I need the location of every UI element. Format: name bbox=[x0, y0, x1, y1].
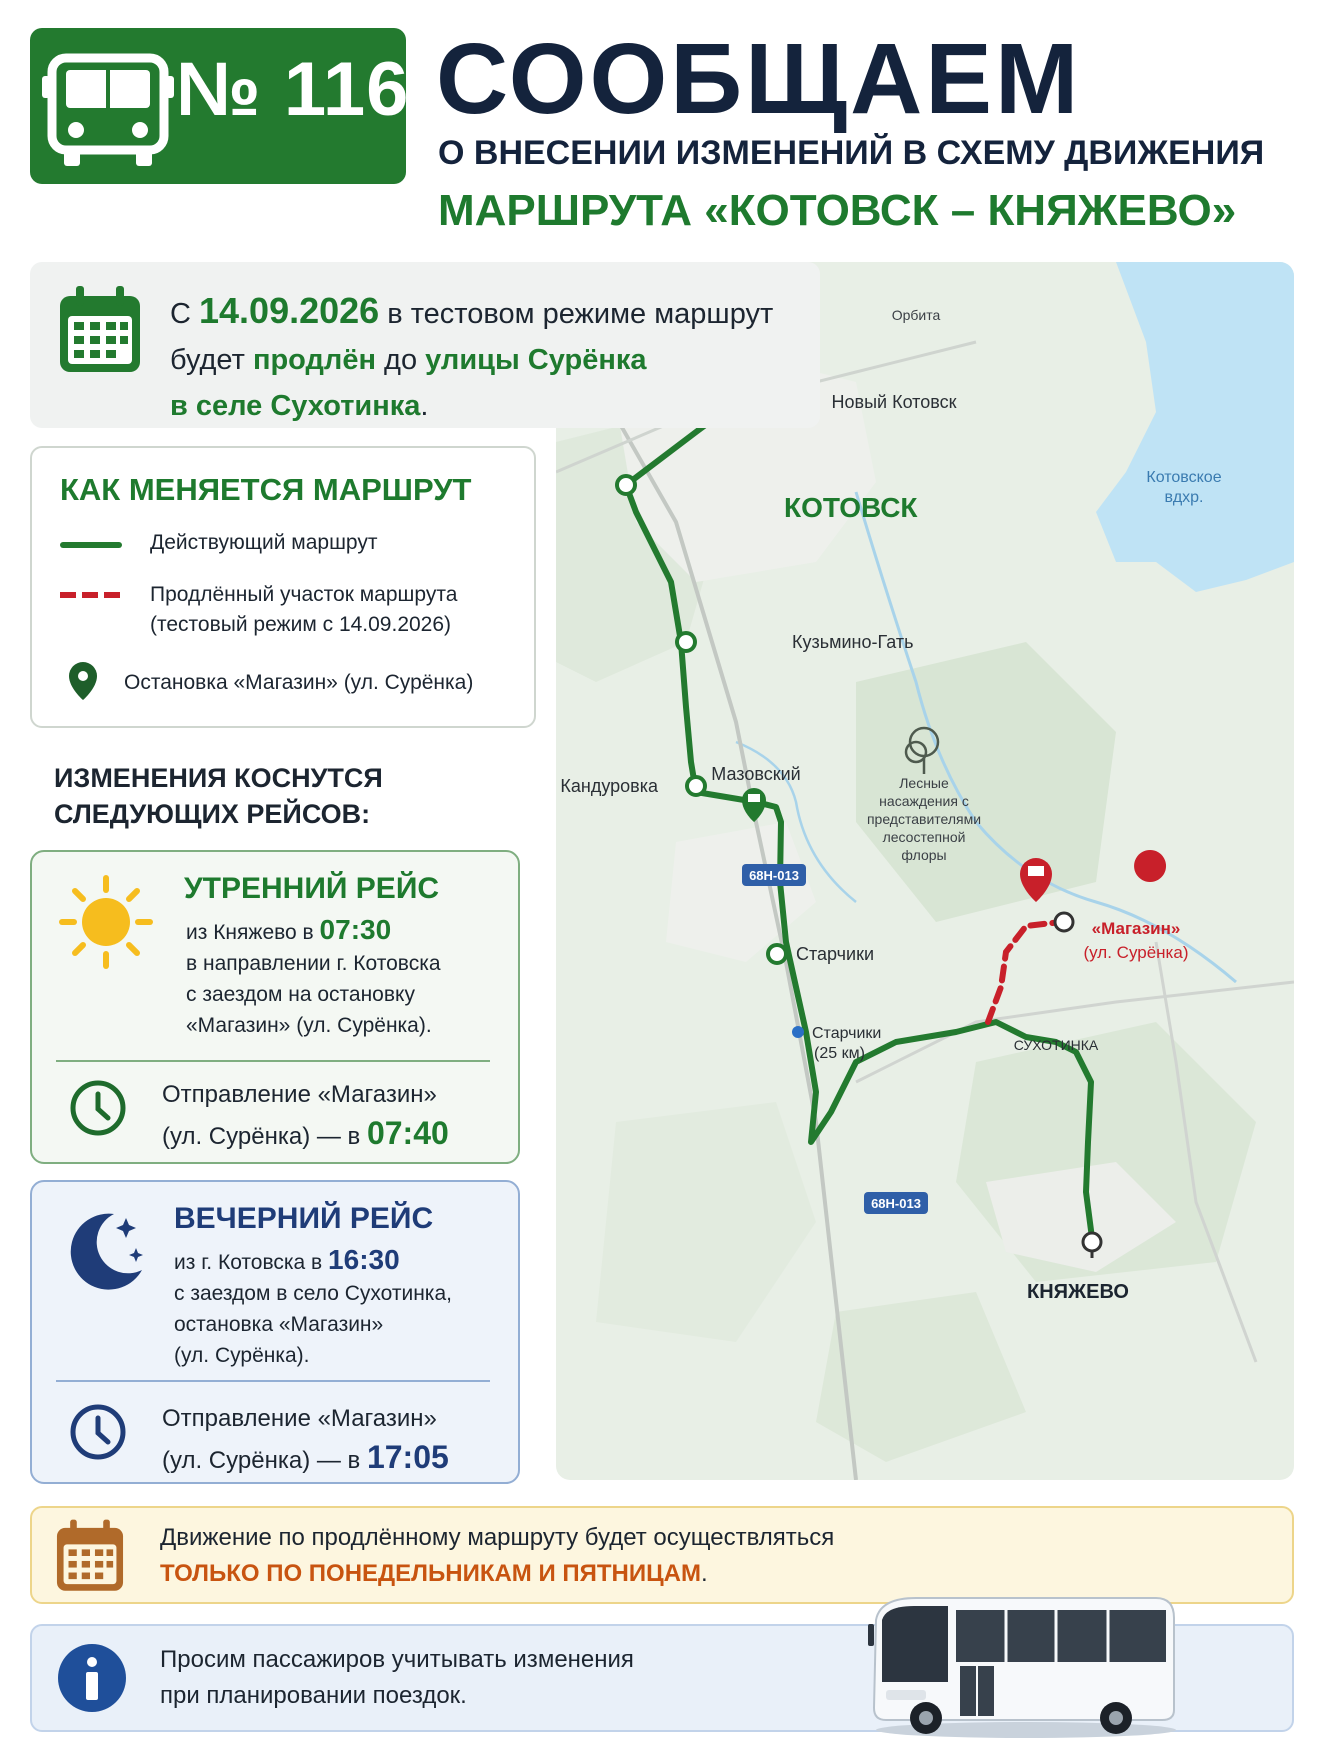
info-note-text: Просим пассажиров учитывать изменения при планировании поездок. bbox=[160, 1646, 634, 1709]
subtitle-line1: О ВНЕСЕНИИ ИЗМЕНЕНИЙ В СХЕМУ ДВИЖЕНИЯ bbox=[438, 134, 1265, 172]
sun-icon bbox=[56, 872, 156, 972]
map-label-forest-3: представителями bbox=[866, 811, 982, 827]
page-title: СООБЩАЕМ bbox=[436, 23, 1082, 135]
map-label-starchiki: Старчики bbox=[796, 944, 875, 964]
clock-icon bbox=[68, 1078, 128, 1138]
legend-stop-label: Остановка «Магазин» (ул. Сурёнка) bbox=[124, 671, 474, 694]
terminal-magazin-icon bbox=[1055, 913, 1073, 931]
map-label-sukhotinka: СУХОТИНКА bbox=[1013, 1037, 1099, 1053]
map-label-road-2: 68Н-013 bbox=[871, 1196, 921, 1211]
moon-icon bbox=[56, 1204, 152, 1300]
evening-divider bbox=[56, 1380, 490, 1382]
legend-extended-label-2: (тестовый режим с 14.09.2026) bbox=[150, 613, 452, 636]
map-label-novy-kotovsk: Новый Котовск bbox=[831, 392, 957, 412]
bus-illustration-icon bbox=[856, 1590, 1186, 1740]
map-label-road-1: 68Н-013 bbox=[749, 868, 799, 883]
morning-divider bbox=[56, 1060, 490, 1062]
map-label-knyazhevo: КНЯЖЕВО bbox=[1027, 1281, 1129, 1303]
map-label-reservoir-2: вдхр. bbox=[1164, 489, 1204, 506]
route-number: № 116 bbox=[176, 47, 410, 132]
route-map bbox=[556, 262, 1294, 1480]
map-label-orbita: Орбита bbox=[891, 307, 941, 323]
morning-details: из Княжево в 07:30 в направлении г. Котовска с заездом на остановку «Магазин» (ул. Сурёнка). bbox=[186, 914, 441, 1037]
map-label-reservoir-1: Котовское bbox=[1146, 469, 1222, 486]
map-label-forest-5: флоры bbox=[901, 847, 947, 863]
map-label-forest-4: лесостепной bbox=[882, 829, 966, 845]
evening-title: ВЕЧЕРНИЙ РЕЙС bbox=[174, 1202, 434, 1235]
info-text: С 14.09.2026 в тестовом режиме маршрут будет продлён до улицы Сурёнка в селе Сухотинка. bbox=[170, 290, 774, 422]
map-label-forest-1: Лесные bbox=[899, 775, 949, 791]
info-icon bbox=[56, 1642, 128, 1714]
clock-icon bbox=[68, 1402, 128, 1462]
legend-green-line bbox=[60, 542, 122, 548]
map-label-kotovsk: КОТОВСК bbox=[784, 492, 918, 523]
map-label-starchiki-km-2: (25 км) bbox=[814, 1045, 865, 1062]
map-label-forest-2: насаждения с bbox=[879, 793, 969, 809]
legend-title: КАК МЕНЯЕТСЯ МАРШРУТ bbox=[60, 472, 472, 507]
map-label-starchiki-km-1: Старчики bbox=[812, 1025, 882, 1042]
legend-extended-label-1: Продлённый участок маршрута bbox=[150, 583, 458, 606]
legend-red-line bbox=[60, 592, 122, 598]
evening-departure: Отправление «Магазин» (ул. Сурёнка) — в 17:05 bbox=[162, 1405, 449, 1475]
map-label-magazin-street: (ул. Сурёнка) bbox=[1083, 943, 1189, 962]
changes-title: ИЗМЕНЕНИЯ КОСНУТСЯ СЛЕДУЮЩИХ РЕЙСОВ: bbox=[54, 763, 383, 829]
calendar-icon bbox=[52, 1518, 128, 1594]
evening-details: из г. Котовска в 16:30 с заездом в село Сухотинка, остановка «Магазин» (ул. Сурёнка). bbox=[174, 1244, 452, 1367]
subtitle-line2: МАРШРУТА «КОТОВСК – КНЯЖЕВО» bbox=[438, 186, 1237, 235]
morning-title: УТРЕННИЙ РЕЙС bbox=[184, 872, 440, 905]
morning-departure: Отправление «Магазин» (ул. Сурёнка) — в 07:40 bbox=[162, 1081, 449, 1151]
map-label-kuzmino: Кузьмино-Гать bbox=[792, 632, 914, 652]
map-label-mazovsky: Мазовский bbox=[711, 764, 801, 784]
map-label-kandurovka: Кандуровка bbox=[560, 776, 658, 796]
map-label-magazin: «Магазин» bbox=[1091, 919, 1181, 938]
bus-icon bbox=[30, 28, 190, 184]
location-pin-icon bbox=[66, 660, 100, 702]
calendar-icon bbox=[56, 284, 144, 376]
legend-current-label: Действующий маршрут bbox=[150, 531, 378, 554]
schedule-note-text: Движение по продлённому маршруту будет осуществляться ТОЛЬКО ПО ПОНЕДЕЛЬНИКАМ И ПЯТНИЦАМ. bbox=[160, 1524, 835, 1587]
